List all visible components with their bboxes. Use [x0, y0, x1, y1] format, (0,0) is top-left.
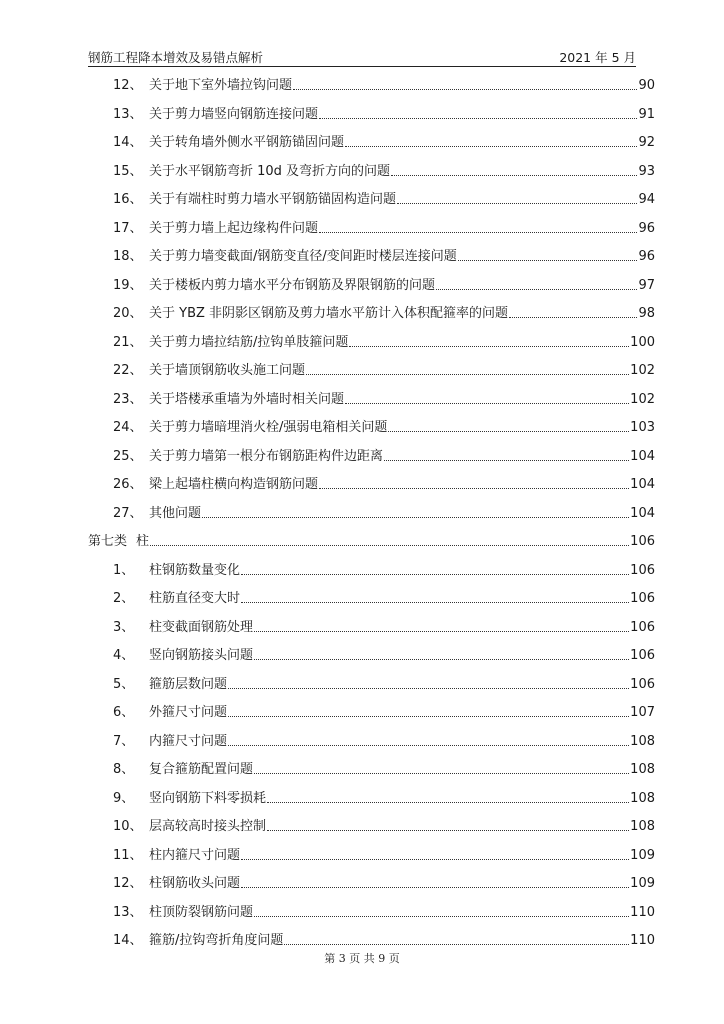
toc-entry[interactable]	[113, 813, 655, 835]
toc-entry-title: 柱钢筋收头问题	[149, 876, 241, 891]
toc-entry-page: 90	[638, 78, 655, 93]
toc-entry-page: 108	[630, 733, 655, 749]
toc-entry-number: 6、	[113, 705, 135, 720]
toc-entry-number: 3、	[113, 619, 135, 635]
toc-entry-number: 14、	[113, 135, 143, 150]
toc-entry-title: 关于剪力墙拉结筋/拉钩单肢箍问题	[149, 334, 349, 350]
toc-entry[interactable]	[113, 699, 655, 721]
dot-leader	[509, 317, 637, 318]
toc-entry-title: 箍筋/拉钩弯折角度问题	[149, 933, 284, 948]
dot-leader	[254, 631, 629, 632]
toc-entry-title: 关于有端柱时剪力墙水平钢筋锚固构造问题	[149, 192, 397, 207]
toc-entry[interactable]	[113, 927, 655, 949]
dot-leader	[388, 431, 629, 432]
toc-entry-number: 26、	[113, 477, 143, 492]
toc-entry-title: 关于墙顶钢筋收头施工问题	[149, 363, 306, 378]
toc-entry[interactable]	[113, 215, 655, 237]
dot-leader	[254, 916, 629, 917]
toc-entry-title: 柱筋直径变大时	[149, 591, 241, 606]
toc-entry-number: 21、	[113, 334, 143, 350]
toc-entry[interactable]	[113, 471, 655, 493]
toc-entry-title: 关于水平钢筋弯折 10d 及弯折方向的问题	[149, 163, 391, 179]
toc-entry-page: 103	[630, 420, 655, 435]
toc-entry-title: 梁上起墙柱横向构造钢筋问题	[149, 477, 319, 492]
toc-entry-page: 107	[630, 705, 655, 720]
toc-entry-title: 关于剪力墙上起边缘构件问题	[149, 220, 319, 236]
toc-entry-title: 柱顶防裂钢筋问题	[149, 904, 254, 920]
toc-entry-number: 14、	[113, 933, 143, 948]
dot-leader	[202, 517, 629, 518]
toc-entry[interactable]	[113, 842, 655, 864]
page-footer: 第 3 页 共 9 页	[324, 952, 400, 965]
toc-entry-number: 15、	[113, 163, 143, 179]
toc-entry-page: 108	[630, 819, 655, 834]
toc-entry-number: 第七类	[88, 534, 128, 549]
dot-leader	[384, 460, 629, 461]
toc-entry-page: 104	[630, 477, 655, 492]
toc-entry-title: 关于塔楼承重墙为外墙时相关问题	[149, 391, 345, 407]
toc-entry[interactable]	[113, 158, 655, 180]
dot-leader	[319, 488, 629, 489]
toc-entry-page: 106	[630, 562, 655, 578]
dot-leader	[293, 89, 637, 90]
toc-entry-number: 8、	[113, 762, 135, 777]
toc-entry[interactable]	[113, 671, 655, 693]
toc-entry-page: 108	[630, 762, 655, 777]
toc-entry[interactable]	[113, 500, 655, 522]
dot-leader	[284, 944, 629, 945]
toc-entry-number: 7、	[113, 733, 135, 749]
toc-entry[interactable]	[113, 585, 655, 607]
toc-entry-number: 22、	[113, 363, 143, 378]
toc-entry[interactable]	[113, 756, 655, 778]
toc-entry[interactable]	[113, 899, 655, 921]
toc-entry-number: 5、	[113, 676, 135, 692]
toc-entry-title: 关于剪力墙暗埋消火栓/强弱电箱相关问题	[149, 420, 388, 435]
toc-entry-page: 109	[630, 847, 655, 863]
toc-entry-number: 12、	[113, 78, 143, 93]
toc-entry-title: 外箍尺寸问题	[149, 705, 228, 720]
toc-entry-page: 106	[630, 534, 655, 549]
toc-entry-title: 竖向钢筋接头问题	[149, 648, 254, 663]
dot-leader	[267, 802, 629, 803]
dot-leader	[228, 745, 629, 746]
dot-leader	[436, 289, 637, 290]
toc-entry[interactable]	[113, 101, 655, 123]
toc-entry-title: 柱变截面钢筋处理	[149, 619, 254, 635]
toc-entry-page: 106	[630, 591, 655, 606]
toc-entry-number: 12、	[113, 876, 143, 891]
dot-leader	[241, 887, 629, 888]
toc-entry-title: 层高较高时接头控制	[149, 819, 267, 834]
dot-leader	[349, 346, 629, 347]
dot-leader	[254, 773, 629, 774]
toc-entry-number: 11、	[113, 847, 143, 863]
toc-entry-title: 关于 YBZ 非阴影区钢筋及剪力墙水平筋计入体积配箍率的问题	[149, 306, 509, 321]
toc-entry-number: 23、	[113, 391, 143, 407]
toc-entry[interactable]	[113, 785, 655, 807]
toc-entry[interactable]	[113, 300, 655, 322]
dot-leader	[241, 602, 629, 603]
toc-entry-page: 104	[630, 448, 655, 464]
dot-leader	[241, 574, 629, 575]
toc-entry-number: 1、	[113, 562, 135, 578]
toc-entry-page: 96	[638, 220, 655, 236]
toc-entry[interactable]	[113, 329, 655, 351]
toc-entry-number: 18、	[113, 249, 143, 264]
dot-leader	[254, 659, 629, 660]
toc-entry-page: 102	[630, 391, 655, 407]
toc-entry[interactable]	[113, 642, 655, 664]
toc-entry[interactable]	[113, 870, 655, 892]
toc-entry-number: 19、	[113, 277, 143, 293]
dot-leader	[391, 175, 637, 176]
toc-entry-title: 关于剪力墙变截面/钢筋变直径/变间距时楼层连接问题	[149, 249, 457, 264]
toc-entry-page: 93	[638, 163, 655, 179]
toc-entry-number: 13、	[113, 904, 143, 920]
toc-entry-page: 100	[630, 334, 655, 350]
toc-entry-number: 17、	[113, 220, 143, 236]
toc-entry-title: 关于楼板内剪力墙水平分布钢筋及界限钢筋的问题	[149, 277, 436, 293]
toc-entry-number: 27、	[113, 505, 143, 521]
toc-entry[interactable]	[113, 443, 655, 465]
toc-entry-page: 109	[630, 876, 655, 891]
dot-leader	[267, 830, 629, 831]
toc-entry[interactable]	[113, 129, 655, 151]
dot-leader	[228, 716, 629, 717]
toc-entry-page: 108	[630, 790, 655, 806]
toc-entry-page: 104	[630, 505, 655, 521]
toc-entry[interactable]	[113, 243, 655, 265]
toc-entry[interactable]	[113, 728, 655, 750]
toc-entry-title: 关于地下室外墙拉钩问题	[149, 78, 293, 93]
toc-entry-title: 关于剪力墙竖向钢筋连接问题	[149, 106, 319, 122]
dot-leader	[345, 146, 637, 147]
dot-leader	[306, 374, 629, 375]
toc-entry[interactable]	[113, 272, 655, 294]
toc-entry-page: 97	[638, 277, 655, 293]
toc-entry-title: 其他问题	[149, 505, 202, 521]
toc-entry-title: 关于转角墙外侧水平钢筋锚固问题	[149, 135, 345, 150]
toc-entry-page: 110	[630, 933, 655, 948]
dot-leader	[319, 232, 637, 233]
dot-leader	[150, 545, 629, 546]
dot-leader	[458, 260, 638, 261]
toc-entry-title: 柱内箍尺寸问题	[149, 847, 241, 863]
toc-entry-page: 106	[630, 676, 655, 692]
toc-entry-page: 92	[638, 135, 655, 150]
toc-entry-number: 10、	[113, 819, 143, 834]
toc-entry-title: 复合箍筋配置问题	[149, 762, 254, 777]
toc-entry-title: 柱	[136, 534, 150, 549]
toc-entry-page: 94	[638, 192, 655, 207]
toc-entry-title: 竖向钢筋下料零损耗	[149, 790, 267, 806]
document-title: 钢筋工程降本增效及易错点解析	[88, 50, 264, 65]
dot-leader	[397, 203, 637, 204]
toc-entry-number: 13、	[113, 106, 143, 122]
dot-leader	[345, 403, 629, 404]
toc-entry-title: 内箍尺寸问题	[149, 733, 228, 749]
toc-entry[interactable]	[113, 414, 655, 436]
toc-entry-page: 102	[630, 363, 655, 378]
toc-entry-number: 9、	[113, 790, 135, 806]
toc-entry-page: 110	[630, 904, 655, 920]
toc-entry[interactable]	[113, 557, 655, 579]
toc-entry-title: 柱钢筋数量变化	[149, 562, 241, 578]
toc-entry-number: 25、	[113, 448, 143, 464]
toc-entry[interactable]	[113, 186, 655, 208]
toc-entry-number: 4、	[113, 648, 135, 663]
toc-section-entry[interactable]	[88, 528, 655, 550]
toc-entry-number: 2、	[113, 591, 135, 606]
page-header	[88, 46, 636, 67]
toc-entry-title: 箍筋层数问题	[149, 676, 228, 692]
toc-entry[interactable]	[113, 386, 655, 408]
dot-leader	[228, 688, 629, 689]
toc-entry[interactable]	[113, 357, 655, 379]
toc-entry-number: 24、	[113, 420, 143, 435]
toc-entry-number: 20、	[113, 306, 143, 321]
toc-entry-page: 96	[638, 249, 655, 264]
dot-leader	[241, 859, 629, 860]
toc-entry-number: 16、	[113, 192, 143, 207]
toc-entry-page: 98	[638, 306, 655, 321]
toc-entry-page: 106	[630, 619, 655, 635]
toc-entry[interactable]	[113, 72, 655, 94]
toc-entry[interactable]	[113, 614, 655, 636]
document-date: 2021 年 5 月	[559, 50, 636, 65]
dot-leader	[319, 118, 637, 119]
toc-entry-page: 91	[638, 106, 655, 122]
toc-entry-page: 106	[630, 648, 655, 663]
toc-entry-title: 关于剪力墙第一根分布钢筋距构件边距离	[149, 448, 384, 464]
